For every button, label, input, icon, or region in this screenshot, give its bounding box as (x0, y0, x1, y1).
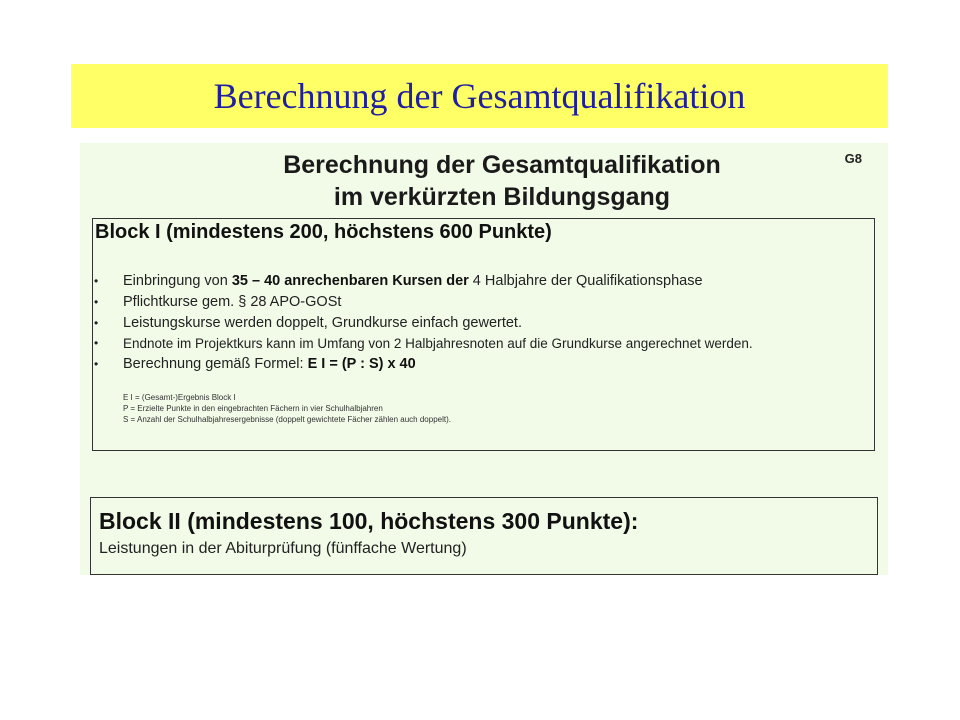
definition-s: S = Anzahl der Schulhalbjahresergebnisse (doppelt gewichtete Fächer zählen auch doppelt). (123, 415, 451, 424)
bullet-icon: • (94, 336, 99, 350)
bullet-icon: • (94, 316, 99, 330)
definition-ei: E I = (Gesamt-)Ergebnis Block I (123, 393, 236, 402)
bullet-icon: • (94, 274, 99, 288)
panel-heading-line1: Berechnung der Gesamtqualifikation (283, 151, 721, 179)
content-panel (80, 143, 888, 575)
formula-definitions (123, 392, 451, 425)
bullet5-text: Berechnung gemäß Formel: (123, 356, 308, 372)
block1-title: Block I (mindestens 200, höchstens 600 Punkte) (95, 221, 552, 243)
bullet2-text: Pflichtkurse gem. § 28 APO-GOSt (123, 294, 342, 310)
panel-heading (80, 149, 888, 213)
g8-tag: G8 (844, 151, 862, 166)
bullet-icon: • (94, 295, 99, 309)
list-item (93, 313, 874, 334)
panel-heading-line2: im verkürzten Bildungsgang (333, 183, 671, 211)
list-item (93, 334, 874, 354)
bullet1-text-end: 4 Halbjahre der Qualifikationsphase (468, 273, 703, 289)
block1-box (92, 218, 875, 451)
bullet1-bold: 35 – 40 anrechenbaren Kursen der (231, 273, 469, 289)
bullet1-text: Einbringung von (123, 273, 232, 289)
definition-p: P = Erzielte Punkte in den eingebrachten Fächern in vier Schulhalbjahren (123, 404, 383, 413)
block2-title: Block II (mindestens 100, höchstens 300 Punkte): (99, 508, 639, 534)
bullet4-text: Endnote im Projektkurs kann im Umfang von 2 Halbjahresnoten auf die Grundkurse angerechnet werden. (123, 336, 753, 351)
formula: E I = (P : S) x 40 (307, 356, 416, 372)
bullet-icon: • (94, 357, 99, 371)
slide-title: Berechnung der Gesamtqualifikation (213, 76, 746, 116)
list-item (93, 271, 874, 292)
list-item (93, 354, 874, 375)
bullet3-text: Leistungskurse werden doppelt, Grundkurse einfach gewertet. (123, 315, 522, 331)
block2-subtitle: Leistungen in der Abiturprüfung (fünffache Wertung) (99, 540, 467, 557)
list-item (93, 292, 874, 313)
slide-title-bar (71, 64, 888, 128)
block2-box (90, 497, 878, 575)
block1-bullet-list (93, 271, 874, 375)
